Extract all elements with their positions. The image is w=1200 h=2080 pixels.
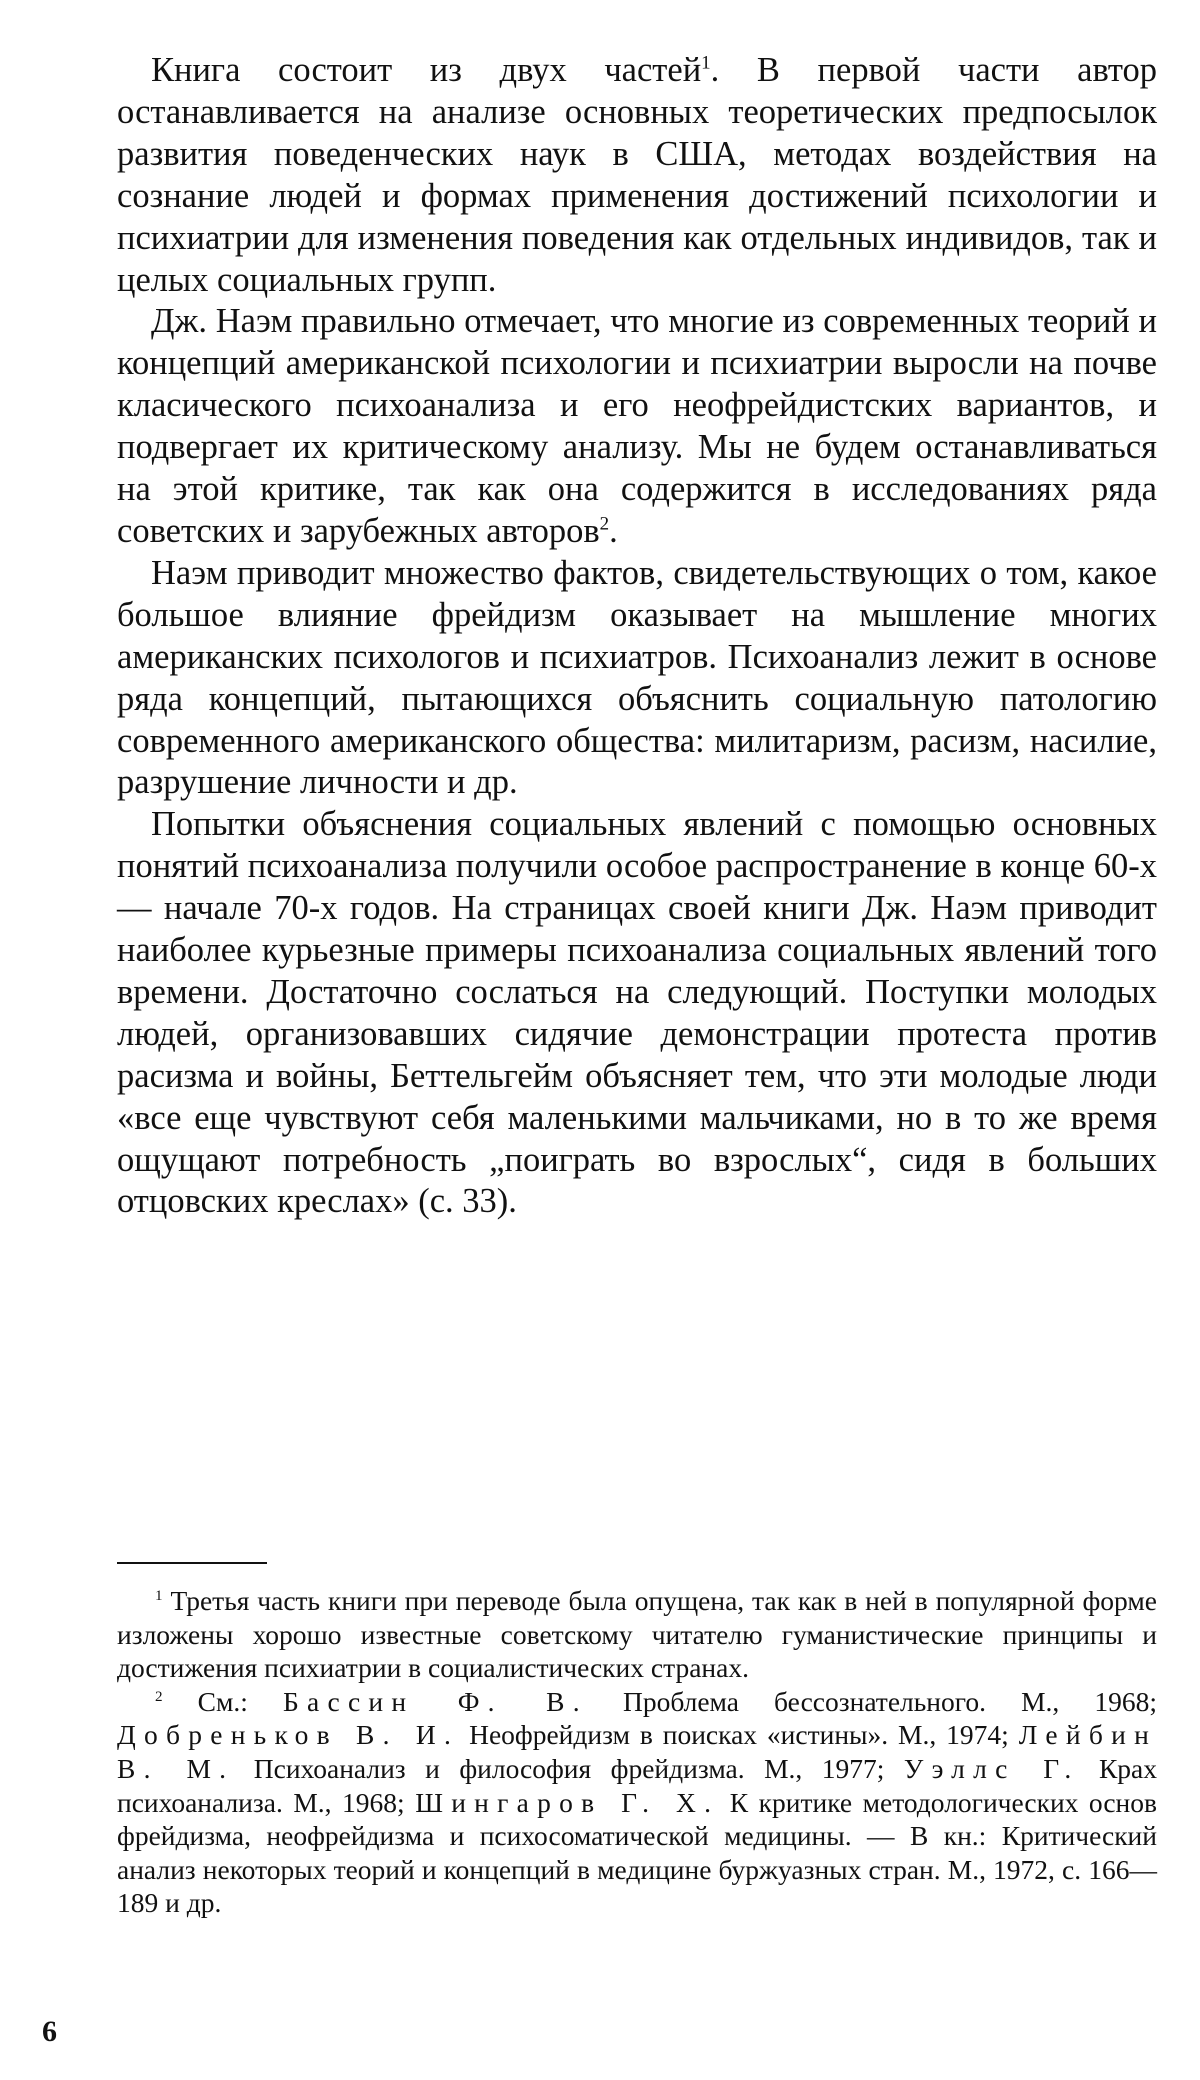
paragraph-4: Попытки объяснения социальных явлений с помощью основных понятий психоанализа получили особое распространение в конце 60-х — начале 70-х годов. На страницах своей книги Дж. Наэм приводит наиболее курьезные примеры психоанализа социальных явлений того времени. Достаточно сослаться на следующий. Поступки молодых людей, организовавших сидячие демонстрации протеста против расизма и войны, Беттельгейм объясняет тем, что эти молодые люди «все еще чувствуют себя маленькими мальчиками, но в то же время ощущают потребность „поиграть во взрослых“, сидя в больших отцовских креслах» (с. 33).	[117, 805, 1157, 1221]
footnote-1-text: Третья часть книги при переводе была опущена, так как в ней в популярной форме изложены хорошо известные советскому читателю гуманистические принципы и достижения психиатрии в социалистических странах.	[117, 1585, 1157, 1684]
reference-text: Психоанализ и философия фрейдизма. М., 1977;	[253, 1752, 885, 1784]
reference-author: Лейбин В. М.	[117, 1719, 1158, 1784]
page-number: 6	[42, 2015, 57, 2048]
paragraph-2: Дж. Наэм правильно отмечает, что многие из современных теорий и концепций американской психологии и психиатрии выросли на почве класического психоанализа и его неофрейдистских вариантов, и подвергает их критическому анализу. Мы не будем останавливаться на этой критике, так как она содержится в исследованиях ряда советских и зарубежных авторов$^2$.	[117, 302, 1157, 550]
reference-text: К критике методологических основ фрейдизма, неофрейдизма и психосоматической медицины. — В кн.: Критический анализ некоторых теорий и концепций в медицине буржуазных стран. М., 1972, с. 166—189 и др.	[117, 1786, 1158, 1919]
reference-author: Уэллс Г.	[903, 1752, 1080, 1784]
footnote-divider	[117, 1562, 267, 1564]
footnotes	[117, 1584, 1157, 1920]
footnote-ref-2: 2	[599, 513, 610, 535]
paragraph-3: Наэм приводит множество фактов, свидетельствующих о том, какое большое влияние фрейдизм оказывает на мышление многих американских психологов и психиатров. Психоанализ лежит в основе ряда концепций, пытающихся объяснить социальную патологию современного американского общества: милитаризм, расизм, насилие, разрушение личности и др.	[117, 553, 1157, 802]
reference-text: Крах психоанализа. М., 1968;	[117, 1752, 1158, 1818]
reference-text: Проблема бессознательного. М., 1968;	[622, 1685, 1158, 1717]
footnote-1-mark: 1	[155, 1587, 163, 1604]
main-text	[117, 50, 1157, 1223]
reference-author: Добреньков В. И.	[117, 1719, 460, 1751]
reference-author: Шингаров Г. Х.	[415, 1786, 720, 1818]
footnote-1	[117, 1584, 1157, 1685]
paragraph-1: Книга состоит из двух частей$^1$. В первой части автор останавливается на анализе основных теоретических предпосылок развития поведенческих наук в США, методах воздействия на сознание людей и формах применения достижений психологии и психиатрии для изменения поведения как отдельных индивидов, так и целых социальных групп.	[117, 51, 1157, 299]
reference-author: Бассин Ф. В.	[283, 1685, 588, 1717]
footnote-2-mark: 2	[155, 1688, 163, 1705]
footnote-ref-1: 1	[701, 52, 711, 74]
reference-text: Неофрейдизм в поисках «истины». М., 1974;	[469, 1719, 1009, 1751]
footnote-2: $^2$ См.: Бассин Ф. В. Проблема бессознательного. М., 1968; Добреньков В. И. Неофрейдизм в поисках «истины». М., 1974; Лейбин В. М. Психоанализ и философия фрейдизма. М., 1977; Уэллс Г. Крах психоанализа. М., 1968; Шингаров Г. Х. К критике методологических основ фрейдизма, неофрейдизма и психосоматической медицины. — В кн.: Критический анализ некоторых теорий и концепций в медицине буржуазных стран. М., 1972, с. 166—189 и др.	[117, 1685, 1158, 1919]
